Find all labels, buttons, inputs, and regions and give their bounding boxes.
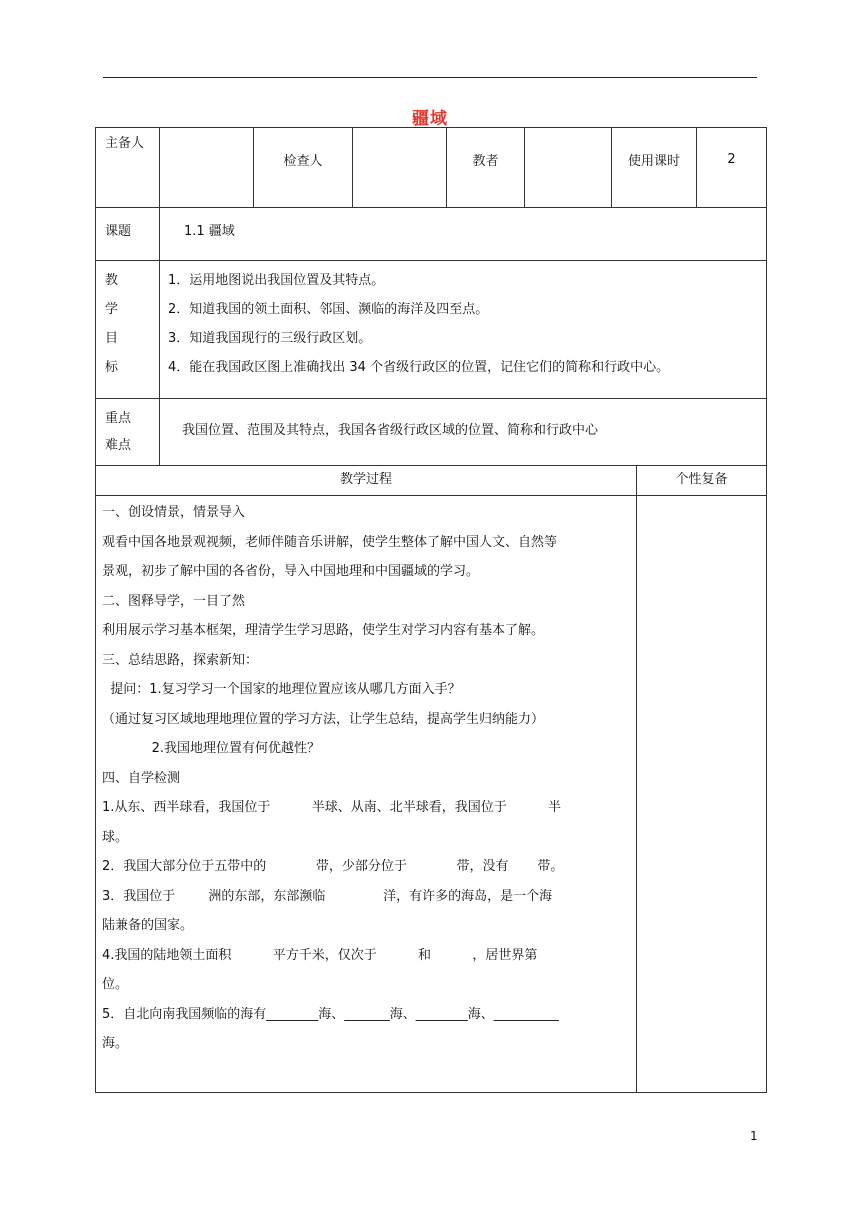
preparer-label: 主备人 bbox=[105, 136, 145, 151]
objectives-list-cell bbox=[160, 261, 767, 399]
header-rule bbox=[103, 77, 757, 78]
process-line: 球。 bbox=[102, 829, 129, 845]
process-line: 观看中国各地景观视频，老师伴随音乐讲解，使学生整体了解中国人文、自然等 bbox=[102, 534, 558, 550]
teacher-value-cell bbox=[525, 128, 612, 208]
process-line: （通过复习区域地理地理位置的学习方法，让学生总结，提高学生归纳能力） bbox=[102, 711, 545, 727]
process-line: 三、总结思路，探索新知： bbox=[102, 652, 259, 668]
hours-value: 2 bbox=[727, 152, 736, 167]
process-line: 陆兼备的国家。 bbox=[102, 918, 194, 933]
preparer-value-cell bbox=[160, 128, 254, 208]
checker-label: 检查人 bbox=[283, 154, 323, 169]
checker-label-cell bbox=[254, 128, 353, 208]
teacher-label-cell bbox=[447, 128, 525, 208]
process-header: 教学过程 bbox=[339, 472, 392, 487]
checker-value-cell bbox=[353, 128, 447, 208]
process-line: 1.从东、西半球看，我国位于 半球、从南、北半球看，我国位于 半 bbox=[102, 800, 562, 815]
lesson-plan-table bbox=[95, 127, 767, 1093]
process-body bbox=[96, 496, 636, 1059]
teacher-label: 教者 bbox=[472, 154, 499, 169]
topic-value: 1.1 疆域 bbox=[184, 223, 235, 239]
objective-item: 3．知道我国现行的三级行政区划。 bbox=[168, 331, 372, 346]
process-line: 5．自北向南我国频临的海有________海、_______海、________海、__________ bbox=[102, 1006, 559, 1022]
process-line: 景观，初步了解中国的各省份，导入中国地理和中国疆域的学习。 bbox=[102, 564, 480, 579]
objective-item: 4．能在我国政区图上准确找出 34 个省级行政区的位置，记住它们的简称和行政中心。 bbox=[168, 360, 670, 375]
process-line: 一、创设情景，情景导入 bbox=[102, 505, 246, 520]
objectives-label: 教 学 目 标 bbox=[105, 273, 119, 375]
process-line: 海。 bbox=[102, 1036, 129, 1051]
key-points-value-cell bbox=[160, 399, 767, 466]
process-line: 位。 bbox=[102, 977, 129, 992]
key-points-label-cell bbox=[96, 399, 160, 466]
hours-label-cell bbox=[612, 128, 697, 208]
process-line: 四、自学检测 bbox=[102, 770, 181, 786]
key-points-label: 重点 难点 bbox=[105, 411, 132, 453]
objective-item: 1．运用地图说出我国位置及其特点。 bbox=[168, 273, 385, 288]
objective-item: 2．知道我国的领土面积、邻国、濒临的海洋及四至点。 bbox=[168, 302, 489, 317]
preparer-label-cell bbox=[96, 128, 160, 208]
topic-label: 课题 bbox=[105, 223, 132, 239]
hours-label: 使用课时 bbox=[628, 154, 681, 169]
process-line: 提问：1.复习学习一个国家的地理位置应该从哪几方面入手？ bbox=[102, 682, 461, 697]
topic-label-cell bbox=[96, 208, 160, 261]
page-number: 1 bbox=[750, 1129, 758, 1143]
page-title: 疆域 bbox=[412, 109, 448, 129]
objectives-label-cell bbox=[96, 261, 160, 399]
process-body-cell bbox=[96, 496, 637, 1093]
process-header-cell bbox=[96, 466, 637, 496]
process-line: 二、图释导学，一目了然 bbox=[102, 593, 246, 609]
process-line: 利用展示学习基本框架，理清学生学习思路，使学生对学习内容有基本了解。 bbox=[102, 623, 545, 638]
process-line: 2.我国地理位置有何优越性？ bbox=[102, 741, 320, 756]
topic-value-cell bbox=[160, 208, 767, 261]
key-points-value: 我国位置、范围及其特点，我国各省级行政区域的位置、简称和行政中心 bbox=[182, 422, 599, 438]
process-line: 3．我国位于 洲的东部，东部濒临 洋，有许多的海岛，是一个海 bbox=[102, 888, 553, 904]
objectives-list bbox=[160, 261, 766, 382]
process-line: 2．我国大部分位于五带中的 带，少部分位于 带，没有 带。 bbox=[102, 859, 564, 874]
side-notes-cell bbox=[637, 496, 767, 1093]
side-header-cell bbox=[637, 466, 767, 496]
side-header: 个性复备 bbox=[675, 472, 728, 487]
process-line: 4.我国的陆地领土面积 平方千米，仅次于 和 ，居世界第 bbox=[102, 947, 538, 963]
hours-value-cell bbox=[697, 128, 767, 208]
